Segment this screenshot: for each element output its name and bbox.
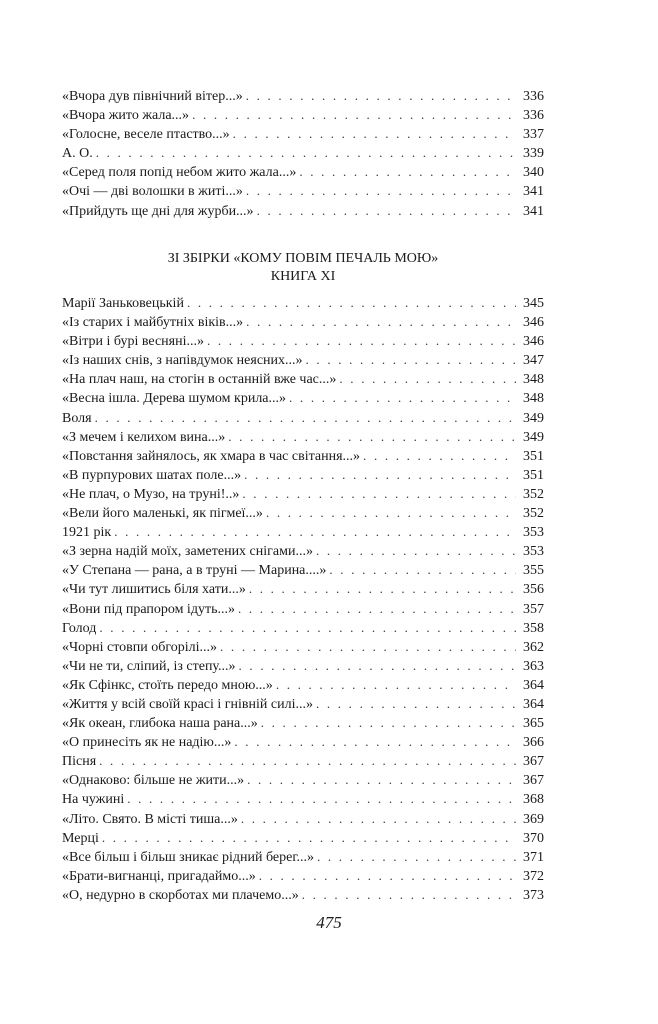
toc-entry	[62, 484, 544, 503]
toc-entry-page: 355	[523, 563, 544, 579]
toc-leader-dots	[228, 427, 516, 446]
toc-entry-page: 363	[523, 658, 544, 674]
toc-entry	[62, 312, 544, 331]
toc-leader-dots	[99, 751, 516, 770]
toc-entry-title: «Із старих і майбутніх віків...»	[62, 315, 244, 331]
toc-leader-dots	[102, 828, 516, 847]
toc-entry-page: 349	[523, 410, 544, 426]
toc-entry	[62, 694, 544, 713]
toc-entry-page: 351	[523, 467, 544, 483]
toc-entry-title: «Як Сфінкс, стоїть передо мною...»	[62, 677, 273, 693]
toc-entry-page: 336	[523, 89, 544, 104]
toc-entry-title: «Однаково: більше не жити...»	[62, 773, 245, 789]
toc-entry-page: 356	[523, 582, 544, 598]
toc-leader-dots	[238, 599, 516, 618]
toc-entry	[62, 181, 544, 200]
toc-entry-page: 345	[523, 296, 544, 311]
toc-entry-title: «Вони під прапором ідуть...»	[62, 601, 235, 617]
toc-entry-title: Мерці	[62, 830, 99, 846]
toc-leader-dots	[246, 312, 516, 331]
toc-leader-dots	[187, 293, 516, 312]
section-subtitle: КНИГА XI	[270, 269, 336, 284]
toc-entry-page: 372	[523, 868, 544, 884]
toc-leader-dots	[99, 618, 516, 637]
toc-entry	[62, 809, 544, 828]
toc-entry-page: 352	[523, 506, 544, 522]
toc-entry-title: «О принесіть як не надію...»	[62, 735, 232, 751]
toc-leader-dots	[234, 732, 516, 751]
toc-entry	[62, 732, 544, 751]
toc-entry-page: 353	[523, 544, 544, 560]
toc-entry-page: 369	[523, 811, 544, 827]
toc-leader-dots	[246, 181, 516, 200]
toc-entry-page: 336	[523, 108, 544, 124]
toc-entry	[62, 637, 544, 656]
toc-list-bottom	[62, 293, 544, 904]
toc-entry	[62, 331, 544, 350]
toc-entry-page: 365	[523, 716, 544, 732]
toc-leader-dots	[329, 560, 516, 579]
toc-entry-title: «З зерна надій моїх, заметених снігами...»	[62, 544, 313, 560]
toc-leader-dots	[306, 350, 516, 369]
toc-entry-title: На чужині	[62, 792, 125, 808]
toc-entry-title: «Не плач, о Музо, на труні!..»	[62, 486, 240, 502]
toc-entry-title: «Чи не ти, сліпий, із степу...»	[62, 658, 236, 674]
toc-entry-page: 341	[523, 184, 544, 200]
toc-entry-page: 341	[523, 203, 544, 219]
toc-leader-dots	[276, 675, 516, 694]
toc-entry-page: 337	[523, 127, 544, 143]
toc-entry-title: «Весна ішла. Дерева шумом крила...»	[62, 391, 287, 407]
toc-entry-page: 370	[523, 830, 544, 846]
toc-entry-title: «Вели його маленькі, як пігмеї...»	[62, 506, 263, 522]
toc-entry-title: «У Степана — рана, а в труні — Марина....»	[62, 563, 327, 579]
toc-entry-page: 367	[523, 754, 544, 770]
toc-entry-title: 1921 рік	[62, 525, 112, 541]
toc-entry-title: «На плач наш, на стогін в останній вже час...»	[62, 372, 337, 388]
toc-entry-page: 347	[523, 353, 544, 369]
toc-leader-dots	[242, 484, 516, 503]
toc-entry-page: 340	[523, 165, 544, 181]
toc-entry	[62, 408, 544, 427]
toc-entry-title: «Вчора жито жала...»	[62, 108, 190, 124]
toc-entry-title: «Голосне, веселе птаство...»	[62, 127, 230, 143]
toc-entry	[62, 599, 544, 618]
toc-entry-title: Голод	[62, 620, 97, 636]
toc-entry-page: 362	[523, 639, 544, 655]
toc-entry	[62, 866, 544, 885]
toc-leader-dots	[259, 866, 516, 885]
toc-entry-title: «Чи тут лишитись біля хати...»	[62, 582, 246, 598]
toc-leader-dots	[246, 86, 516, 105]
toc-entry	[62, 828, 544, 847]
toc-entry-page: 373	[523, 887, 544, 903]
toc-leader-dots	[241, 809, 516, 828]
toc-entry-page: 339	[523, 146, 544, 162]
toc-entry-title: «Все більш і більш зникає рідний берег...»	[62, 849, 314, 865]
toc-entry-page: 364	[523, 696, 544, 712]
toc-leader-dots	[192, 105, 516, 124]
toc-entry-page: 346	[523, 334, 544, 350]
toc-entry-page: 368	[523, 792, 544, 808]
toc-entry	[62, 560, 544, 579]
toc-leader-dots	[363, 446, 516, 465]
toc-entry	[62, 369, 544, 388]
toc-entry-page: 357	[523, 601, 544, 617]
toc-entry-title: «Очі — дві волошки в житі...»	[62, 184, 243, 200]
toc-leader-dots	[114, 522, 516, 541]
toc-entry-page: 353	[523, 525, 544, 541]
toc-entry-page: 371	[523, 849, 544, 865]
toc-leader-dots	[247, 770, 516, 789]
toc-leader-dots	[261, 713, 516, 732]
toc-entry	[62, 446, 544, 465]
toc-entry-page: 346	[523, 315, 544, 331]
toc-entry	[62, 579, 544, 598]
toc-entry-title: «Серед поля попід небом жито жала...»	[62, 165, 297, 181]
toc-leader-dots	[316, 541, 516, 560]
toc-leader-dots	[96, 143, 516, 162]
toc-entry-title: Пісня	[62, 754, 97, 770]
toc-entry	[62, 201, 544, 220]
toc-leader-dots	[220, 637, 516, 656]
toc-entry	[62, 350, 544, 369]
toc-entry-title: «В пурпурових шатах поле...»	[62, 467, 242, 483]
toc-entry-title: «Життя у всій своїй красі і гнівній силі...»	[62, 696, 313, 712]
toc-entry	[62, 105, 544, 124]
toc-leader-dots	[233, 124, 516, 143]
toc-leader-dots	[316, 694, 516, 713]
toc-leader-dots	[95, 408, 516, 427]
toc-leader-dots	[266, 503, 516, 522]
toc-entry-page: 348	[523, 391, 544, 407]
toc-entry	[62, 522, 544, 541]
toc-entry	[62, 770, 544, 789]
toc-entry-title: «З мечем і келихом вина...»	[62, 429, 226, 445]
toc-entry	[62, 656, 544, 675]
page-number: 475	[316, 913, 342, 932]
section-heading	[62, 250, 544, 286]
toc-entry-title: «Повстання зайнялось, як хмара в час світання...»	[62, 448, 361, 464]
toc-entry	[62, 885, 544, 904]
toc-leader-dots	[239, 656, 516, 675]
toc-entry	[62, 86, 544, 105]
toc-leader-dots	[207, 331, 516, 350]
toc-entry-page: 364	[523, 677, 544, 693]
toc-leader-dots	[127, 789, 516, 808]
toc-entry	[62, 124, 544, 143]
toc-entry-page: 352	[523, 486, 544, 502]
toc-entry-page: 349	[523, 429, 544, 445]
toc-entry	[62, 388, 544, 407]
toc-entry	[62, 427, 544, 446]
toc-entry	[62, 143, 544, 162]
toc-entry-page: 367	[523, 773, 544, 789]
toc-entry	[62, 675, 544, 694]
toc-entry-title: «Вчора дув північний вітер...»	[62, 89, 243, 104]
toc-entry	[62, 465, 544, 484]
toc-entry	[62, 847, 544, 866]
toc-entry-page: 351	[523, 448, 544, 464]
toc-list-top	[62, 86, 544, 220]
toc-entry-title: «Брати-вигнанці, пригадаймо...»	[62, 868, 256, 884]
toc-entry-page: 366	[523, 735, 544, 751]
toc-entry-title: «Із наших снів, з напівдумок неясних...»	[62, 353, 303, 369]
toc-leader-dots	[299, 162, 516, 181]
toc-entry	[62, 618, 544, 637]
toc-leader-dots	[339, 369, 516, 388]
toc-entry	[62, 541, 544, 560]
toc-entry-title: «Літо. Свято. В місті тиша...»	[62, 811, 238, 827]
toc-entry-title: Воля	[62, 410, 92, 426]
toc-entry	[62, 789, 544, 808]
toc-entry-title: Марії Заньковецькій	[62, 296, 184, 311]
toc-entry	[62, 293, 544, 312]
toc-entry-title: «Прийдуть ще дні для журби...»	[62, 203, 254, 219]
toc-leader-dots	[317, 847, 516, 866]
toc-leader-dots	[257, 201, 516, 220]
toc-leader-dots	[244, 465, 516, 484]
toc-leader-dots	[302, 885, 516, 904]
toc-entry-title: «Як океан, глибока наша рана...»	[62, 716, 258, 732]
toc-entry-title: А. О.	[62, 146, 93, 162]
toc-entry-page: 348	[523, 372, 544, 388]
toc-entry-title: «Вітри і бурі весняні...»	[62, 334, 204, 350]
toc-entry-title: «Чорні стовпи обгорілі...»	[62, 639, 218, 655]
toc-entry	[62, 751, 544, 770]
toc-entry	[62, 713, 544, 732]
toc-entry-page: 358	[523, 620, 544, 636]
toc-leader-dots	[289, 388, 516, 407]
section-title: ЗІ ЗБІРКИ «КОМУ ПОВІМ ПЕЧАЛЬ МОЮ»	[167, 251, 439, 266]
toc-entry	[62, 503, 544, 522]
toc-leader-dots	[249, 579, 516, 598]
toc-entry-title: «О, недурно в скорботах ми плачемо...»	[62, 887, 299, 903]
toc-entry	[62, 162, 544, 181]
